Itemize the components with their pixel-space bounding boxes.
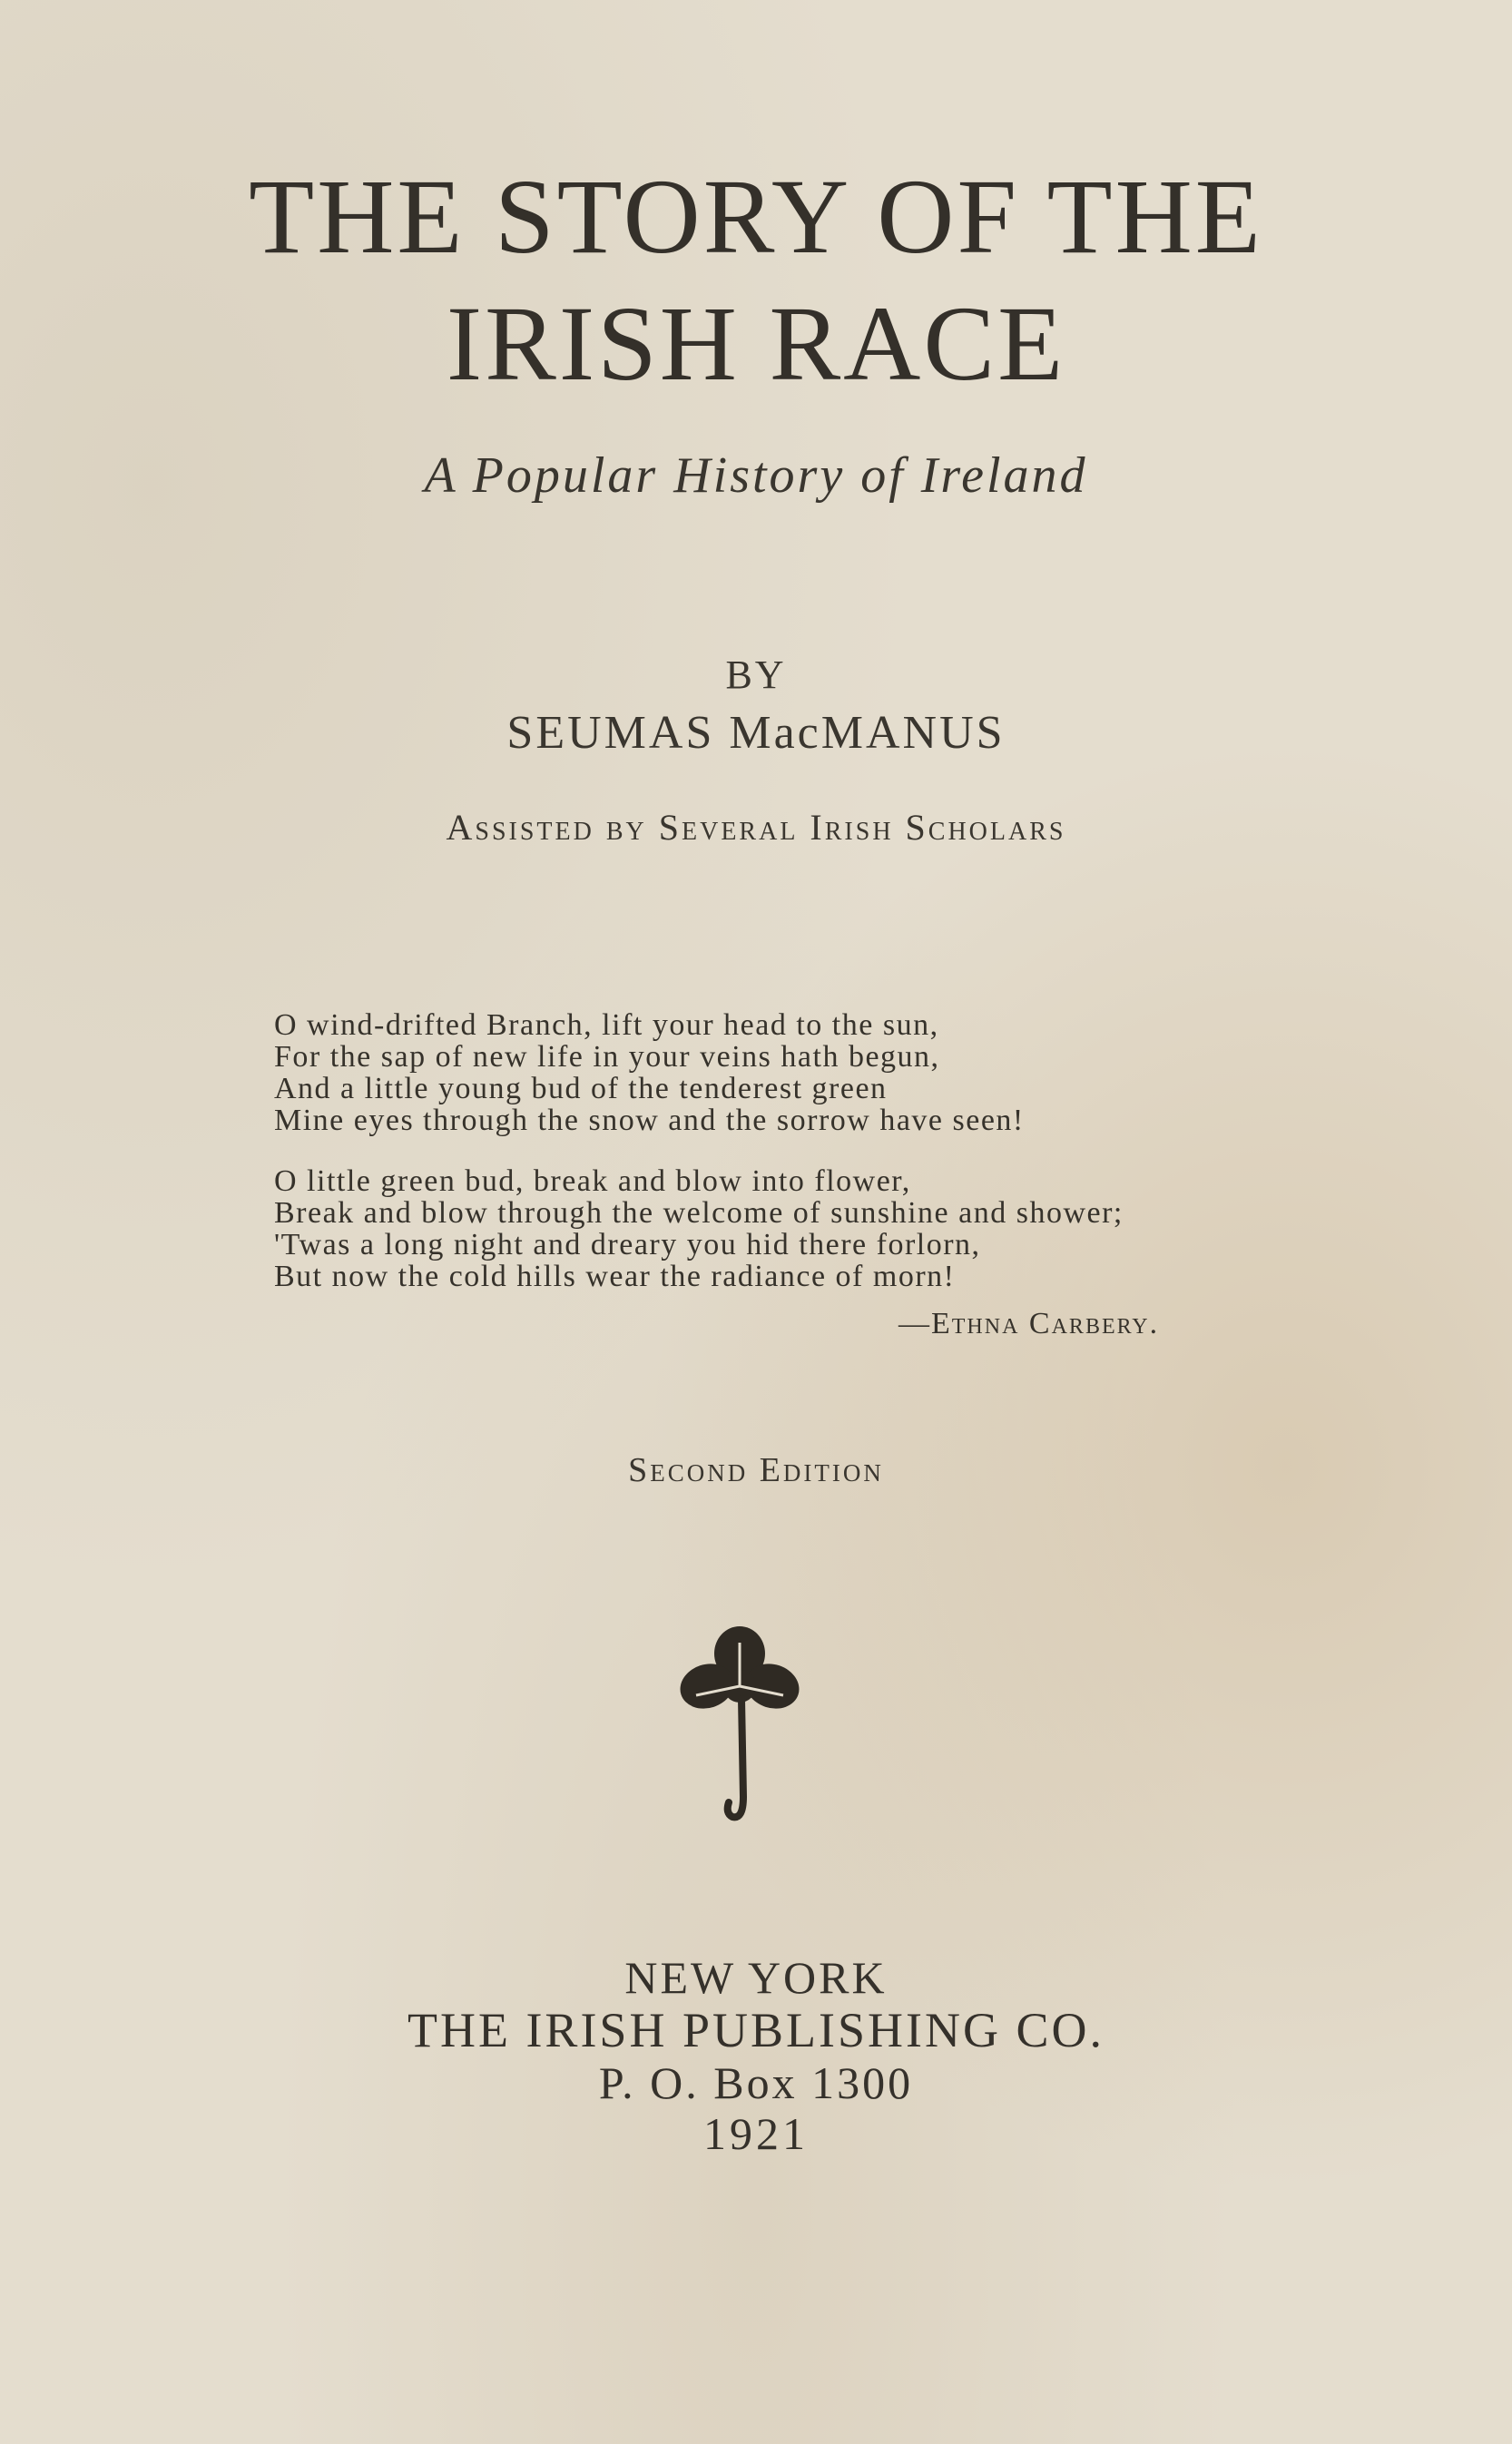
book-subtitle: A Popular History of Ireland — [424, 447, 1088, 504]
assisted-by-line: Assisted by Several Irish Scholars — [446, 807, 1066, 848]
poem-line: And a little young bud of the tenderest green — [274, 1072, 888, 1105]
poem-line: For the sap of new life in your veins hath begun, — [274, 1040, 940, 1074]
poem-line: Mine eyes through the snow and the sorrow have seen! — [274, 1104, 1025, 1137]
author-name: SEUMAS MacMANUS — [506, 707, 1006, 759]
poem-line: 'Twas a long night and dreary you hid there forlorn, — [274, 1228, 981, 1261]
poem-line: But now the cold hills wear the radiance of morn! — [274, 1260, 956, 1293]
shamrock-icon — [676, 1615, 803, 1833]
poem-attribution: —Ethna Carbery. — [898, 1307, 1160, 1340]
book-title-line-2: IRISH RACE — [446, 284, 1066, 403]
poem-stanza-2 — [274, 1165, 1291, 1292]
imprint-year: 1921 — [703, 2108, 809, 2159]
poem-line: O wind-drifted Branch, lift your head to the sun, — [274, 1008, 939, 1042]
poem-line: O little green bud, break and blow into flower, — [274, 1164, 911, 1198]
book-title-line-1: THE STORY OF THE — [249, 157, 1263, 276]
edition-label: Second Edition — [628, 1451, 884, 1489]
imprint-publisher: THE IRISH PUBLISHING CO. — [407, 2003, 1105, 2057]
poem-line: Break and blow through the welcome of sunshine and shower; — [274, 1196, 1124, 1230]
poem-stanza-1 — [274, 1009, 1291, 1136]
imprint-city: NEW YORK — [624, 1952, 888, 2003]
by-line: BY — [725, 653, 787, 697]
imprint-address: P. O. Box 1300 — [598, 2057, 914, 2108]
epigraph-poem — [274, 1009, 1291, 1321]
